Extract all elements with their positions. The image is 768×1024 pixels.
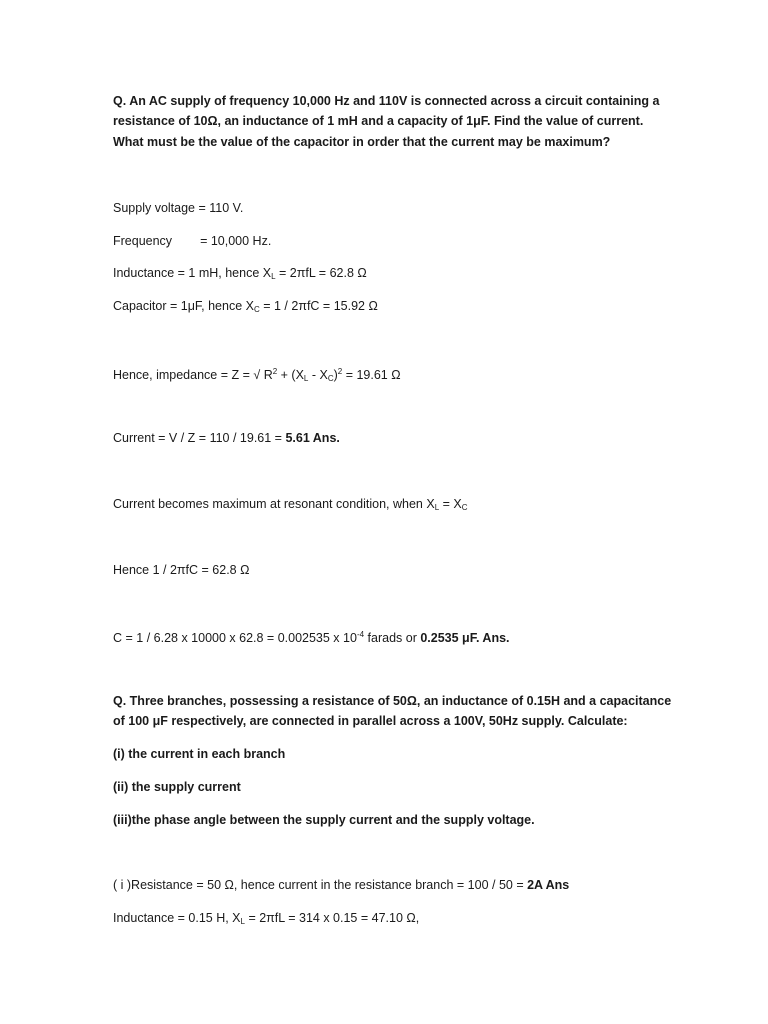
frequency-label: Frequency bbox=[113, 234, 173, 248]
question-2-line-2: of 100 μF respectively, are connected in parallel across a 100V, 50Hz supply. Calculate: bbox=[113, 714, 628, 728]
frequency-value: = 10,000 Hz. bbox=[200, 234, 272, 248]
inductance-branch-text: Inductance = 0.15 H, X bbox=[113, 911, 241, 925]
hence-line: Hence 1 / 2πfC = 62.8 Ω bbox=[113, 563, 250, 577]
impedance-sup-1: 2 bbox=[272, 367, 278, 376]
current-line bbox=[113, 430, 340, 446]
question-1-line-1: Q. An AC supply of frequency 10,000 Hz and 110V is connected across a circuit containing a bbox=[113, 94, 660, 108]
inductance-text: Inductance = 1 mH, hence X bbox=[113, 266, 272, 280]
question-2-part-iii: (iii)the phase angle between the supply current and the supply voltage. bbox=[113, 813, 535, 827]
impedance-sup-2: 2 bbox=[337, 367, 343, 376]
resistance-branch-answer: 2A Ans bbox=[527, 878, 570, 892]
resonance-sub-1: L bbox=[434, 503, 440, 512]
resonance-line bbox=[113, 496, 468, 516]
inductance-line bbox=[113, 265, 367, 285]
capacitance-exponent: -4 bbox=[356, 630, 365, 639]
resonance-sub-2: C bbox=[461, 503, 468, 512]
inductance-subscript: L bbox=[271, 272, 276, 281]
question-1-line-2: resistance of 10Ω, an inductance of 1 mH and a capacity of 1μF. Find the value of current. bbox=[113, 114, 644, 128]
resistance-branch-line bbox=[113, 877, 569, 893]
capacitor-subscript: C bbox=[253, 305, 260, 314]
supply-voltage-line: Supply voltage = 110 V. bbox=[113, 201, 244, 215]
impedance-text-b: + (X bbox=[277, 368, 304, 382]
resistance-branch-text: ( i )Resistance = 50 Ω, hence current in the resistance branch = 100 / 50 = bbox=[113, 878, 528, 892]
capacitance-answer: 0.2535 μF. Ans. bbox=[420, 631, 510, 645]
inductance-branch-subscript: L bbox=[240, 917, 245, 926]
impedance-text-d: ) bbox=[333, 368, 338, 382]
question-2-part-i: (i) the current in each branch bbox=[113, 747, 286, 761]
inductance-branch-line bbox=[113, 910, 419, 930]
question-2-part-ii: (ii) the supply current bbox=[113, 780, 241, 794]
capacitance-text-b: farads or bbox=[364, 631, 421, 645]
capacitor-line bbox=[113, 298, 378, 318]
inductance-branch-result: = 2πfL = 314 x 0.15 = 47.10 Ω, bbox=[244, 911, 420, 925]
impedance-line bbox=[113, 364, 401, 387]
frequency-line bbox=[113, 233, 271, 249]
resonance-text: Current becomes maximum at resonant condition, when X bbox=[113, 497, 435, 511]
capacitance-result-line bbox=[113, 627, 510, 646]
current-answer: 5.61 Ans. bbox=[285, 431, 340, 445]
inductance-result: = 2πfL = 62.8 Ω bbox=[275, 266, 367, 280]
impedance-text: Hence, impedance = Z = √ R bbox=[113, 368, 273, 382]
question-1-line-3: What must be the value of the capacitor in order that the current may be maximum? bbox=[113, 135, 611, 149]
question-2-line-1: Q. Three branches, possessing a resistance of 50Ω, an inductance of 0.15H and a capacitance bbox=[113, 694, 672, 708]
impedance-text-c: - X bbox=[308, 368, 328, 382]
impedance-sub-2: C bbox=[327, 374, 334, 383]
impedance-sub-1: L bbox=[303, 374, 309, 383]
impedance-result: = 19.61 Ω bbox=[342, 368, 401, 382]
capacitor-text: Capacitor = 1μF, hence X bbox=[113, 299, 254, 313]
current-text: Current = V / Z = 110 / 19.61 = bbox=[113, 431, 286, 445]
capacitance-text: C = 1 / 6.28 x 10000 x 62.8 = 0.002535 x 10 bbox=[113, 631, 357, 645]
resonance-text-b: = X bbox=[439, 497, 462, 511]
capacitor-result: = 1 / 2πfC = 15.92 Ω bbox=[259, 299, 378, 313]
